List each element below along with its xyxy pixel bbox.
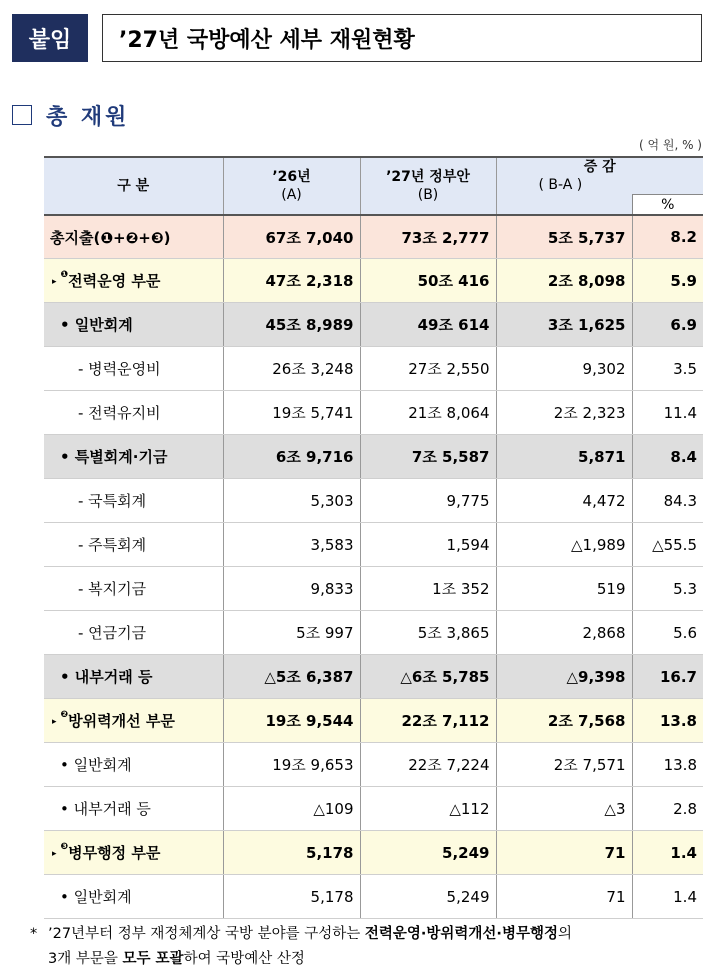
cell-2026: 47조 2,318 [223,259,360,303]
header-2026 [223,157,360,215]
row-label-text: 방위력개선 부문 [68,712,175,731]
footnote-text-3: 3개 부문을 [48,951,123,967]
cell-2026: 9,833 [223,567,360,611]
cell-pct: 5.9 [632,259,703,303]
cell-2026: 26조 3,248 [223,347,360,391]
table-row [44,391,703,435]
cell-diff: 519 [496,567,632,611]
cell-2027: 22조 7,224 [360,743,496,787]
footnote-marker: * [30,926,38,942]
cell-diff: 9,302 [496,347,632,391]
cell-pct: 84.3 [632,479,703,523]
cell-pct: △55.5 [632,523,703,567]
footnote-bold-1: 전력운영·방위력개선·병무행정 [364,926,558,942]
cell-2026: 3,583 [223,523,360,567]
cell-diff: 71 [496,875,632,919]
cell-2026: 19조 5,741 [223,391,360,435]
table-row [44,347,703,391]
cell-2027: △6조 5,785 [360,655,496,699]
row-label: - 국특회계 [44,479,223,523]
unit-note: ( 억 원, % ) [638,138,702,152]
cell-pct: 16.7 [632,655,703,699]
cell-pct: 8.4 [632,435,703,479]
table-row [44,875,703,919]
header-percent: % [632,195,703,215]
cell-2027: 7조 5,587 [360,435,496,479]
cell-2027: 21조 8,064 [360,391,496,435]
cell-pct: 11.4 [632,391,703,435]
header-2026-year: ’26년 [272,168,311,185]
header-2027-code: (B) [417,186,439,203]
cell-diff: 4,472 [496,479,632,523]
header-2027-year: ’27년 정부안 [386,168,470,185]
cell-pct: 13.8 [632,699,703,743]
table-row [44,787,703,831]
cell-diff: 3조 1,625 [496,303,632,347]
cell-pct: 13.8 [632,743,703,787]
table-row [44,479,703,523]
cell-2026: 5,178 [223,875,360,919]
row-label: 총지출(❶+❷+❸) [44,215,223,259]
page-header [12,14,702,62]
cell-diff: 2조 7,571 [496,743,632,787]
cell-diff: 2조 7,568 [496,699,632,743]
header-change-label: 증 감 [583,159,616,175]
cell-2027: 22조 7,112 [360,699,496,743]
square-bullet-icon [12,105,32,125]
row-label: • 일반회계 [44,875,223,919]
row-label: - 주특회계 [44,523,223,567]
cell-2027: 50조 416 [360,259,496,303]
row-label: • 일반회계 [44,303,223,347]
section-heading [12,100,129,130]
row-label [44,831,223,875]
table-row-total [44,215,703,259]
row-label [44,259,223,303]
attachment-badge: 붙임 [12,14,88,62]
table-row-part [44,699,703,743]
cell-2027: 1조 352 [360,567,496,611]
footnote-text-4: 하여 국방예산 산정 [183,951,305,967]
cell-2027: 5,249 [360,875,496,919]
cell-diff: 71 [496,831,632,875]
cell-2026: 19조 9,544 [223,699,360,743]
cell-pct: 5.6 [632,611,703,655]
header-change [496,157,703,195]
cell-2026: 5조 997 [223,611,360,655]
cell-2027: 49조 614 [360,303,496,347]
header-change-formula: ( B-A ) [538,177,583,194]
cell-pct: 5.3 [632,567,703,611]
header-2026-code: (A) [281,186,302,203]
table-row [44,743,703,787]
circled-number: ❸ [60,842,69,853]
row-label: - 병력운영비 [44,347,223,391]
cell-2027: 1,594 [360,523,496,567]
row-label: - 복지기금 [44,567,223,611]
header-2027 [360,157,496,215]
cell-diff: △1,989 [496,523,632,567]
cell-pct: 3.5 [632,347,703,391]
triangle-right-icon: ▸ [52,848,57,859]
cell-2026: △5조 6,387 [223,655,360,699]
row-label: - 전력유지비 [44,391,223,435]
row-label: • 내부거래 등 [44,655,223,699]
page-title: ’27년 국방예산 세부 재원현황 [102,14,702,62]
cell-2027: 73조 2,777 [360,215,496,259]
cell-2027: 5조 3,865 [360,611,496,655]
circled-number: ❷ [60,710,69,721]
cell-diff: 2조 8,098 [496,259,632,303]
cell-diff: 5,871 [496,435,632,479]
triangle-right-icon: ▸ [52,716,57,727]
cell-diff: 2,868 [496,611,632,655]
row-label: - 연금기금 [44,611,223,655]
footnote-text-1: ’27년부터 정부 재정체계상 국방 분야를 구성하는 [48,926,365,942]
table-row-part [44,259,703,303]
circled-number: ❶ [60,270,69,281]
budget-table [44,156,703,919]
cell-diff: 2조 2,323 [496,391,632,435]
table-row-sub [44,303,703,347]
header-change-amount-spacer [496,195,632,215]
row-label: • 내부거래 등 [44,787,223,831]
row-label-text: 병무행정 부문 [68,844,161,863]
cell-2027: △112 [360,787,496,831]
row-label [44,699,223,743]
footnote [30,922,708,972]
cell-diff: △9,398 [496,655,632,699]
cell-pct: 1.4 [632,831,703,875]
cell-diff: △3 [496,787,632,831]
cell-2027: 27조 2,550 [360,347,496,391]
table-row [44,567,703,611]
cell-2026: 5,303 [223,479,360,523]
cell-2027: 9,775 [360,479,496,523]
cell-pct: 8.2 [632,215,703,259]
footnote-text-2: 의 [557,926,572,942]
row-label: • 특별회계·기금 [44,435,223,479]
header-category: 구 분 [44,157,223,215]
table-row-sub [44,655,703,699]
table-row [44,523,703,567]
row-label-text: 전력운영 부문 [68,272,161,291]
row-label: • 일반회계 [44,743,223,787]
table-row [44,611,703,655]
cell-2026: △109 [223,787,360,831]
cell-diff: 5조 5,737 [496,215,632,259]
section-title: 총 재원 [46,104,130,130]
table-row-sub [44,435,703,479]
table-row-part [44,831,703,875]
cell-2026: 45조 8,989 [223,303,360,347]
footnote-bold-2: 모두 포괄 [122,951,184,967]
cell-pct: 2.8 [632,787,703,831]
cell-2026: 6조 9,716 [223,435,360,479]
cell-pct: 6.9 [632,303,703,347]
cell-2026: 19조 9,653 [223,743,360,787]
cell-pct: 1.4 [632,875,703,919]
cell-2027: 5,249 [360,831,496,875]
triangle-right-icon: ▸ [52,276,57,287]
cell-2026: 5,178 [223,831,360,875]
cell-2026: 67조 7,040 [223,215,360,259]
